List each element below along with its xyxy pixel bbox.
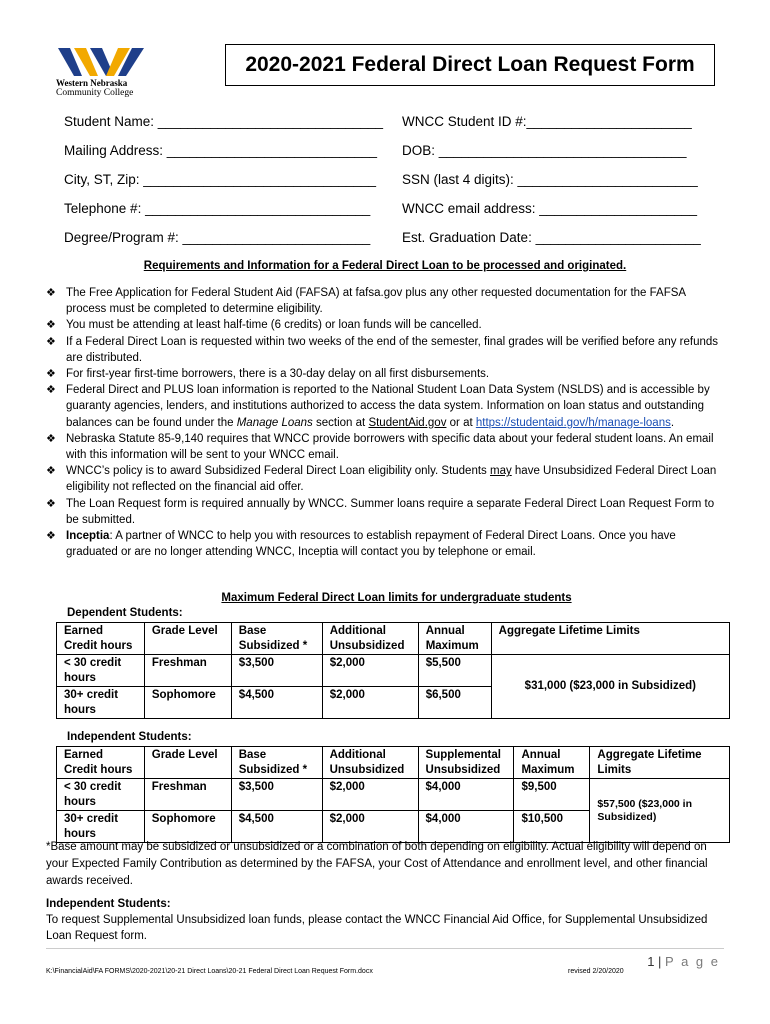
header-cell: Base Subsidized * bbox=[231, 747, 322, 779]
email-field[interactable]: WNCC email address: _____________________ bbox=[402, 201, 697, 216]
table-cell: Sophomore bbox=[144, 811, 231, 843]
degree-program-field[interactable]: Degree/Program #: _________________________ bbox=[64, 230, 371, 245]
mailing-address-field[interactable]: Mailing Address: ____________________________ bbox=[64, 143, 378, 158]
table-row bbox=[57, 655, 730, 687]
list-item: ❖ The Loan Request form is required annually by WNCC. Summer loans require a separate Federal Direct Loan Request Form to be submitted. bbox=[46, 497, 715, 526]
dependent-students-heading: Dependent Students: bbox=[67, 607, 183, 619]
table-cell: $2,000 bbox=[322, 655, 418, 687]
graduation-date-field[interactable]: Est. Graduation Date: ______________________ bbox=[402, 230, 701, 245]
header-cell: Base Subsidized * bbox=[231, 623, 322, 655]
diamond-bullet-icon: ❖ bbox=[46, 287, 56, 299]
inceptia-label: Inceptia bbox=[66, 530, 110, 543]
manage-loans-text: Manage Loans bbox=[236, 416, 313, 429]
header-cell: Additional Unsubsidized bbox=[322, 623, 418, 655]
telephone-field[interactable]: Telephone #: ______________________________ bbox=[64, 201, 371, 216]
table-cell: $6,500 bbox=[418, 687, 491, 719]
list-item: ❖ Federal Direct and PLUS loan information is reported to the National Student Loan Data System (NSLDS) and is accessible by guaranty agencies, lenders, and institutions authorized to access the data system. Information on loan status and outstanding balances can be found under the Manage Loans section at StudentAid.gov or at https://studentaid.gov/h/manage-loans. bbox=[46, 384, 710, 429]
city-state-zip-field[interactable]: City, ST, Zip: _______________________________ bbox=[64, 172, 377, 187]
table-cell: < 30 credit hours bbox=[57, 655, 145, 687]
form-title: 2020-2021 Federal Direct Loan Request Form bbox=[225, 44, 715, 86]
list-item: ❖ If a Federal Direct Loan is requested within two weeks of the end of the semester, final grades will be verified before any refunds are distributed. bbox=[46, 335, 719, 364]
loan-limits-heading: Maximum Federal Direct Loan limits for undergraduate students bbox=[221, 592, 572, 604]
student-name-field[interactable]: Student Name: ______________________________ bbox=[64, 114, 384, 129]
page-number-value: 1 bbox=[647, 954, 655, 969]
independent-students-heading: Independent Students: bbox=[67, 731, 192, 743]
table-cell: 30+ credit hours bbox=[57, 687, 145, 719]
table-cell: $2,000 bbox=[322, 779, 418, 811]
header-cell: Additional Unsubsidized bbox=[322, 747, 418, 779]
table-cell: Freshman bbox=[144, 779, 231, 811]
header-cell: Grade Level bbox=[144, 747, 231, 779]
table-row bbox=[57, 779, 730, 811]
aggregate-limit-cell: $57,500 ($23,000 in Subsidized) bbox=[590, 779, 730, 843]
header-cell: Grade Level bbox=[144, 623, 231, 655]
header-cell: Annual Maximum bbox=[514, 747, 590, 779]
header-cell: Earned Credit hours bbox=[57, 747, 145, 779]
table-cell: $10,500 bbox=[514, 811, 590, 843]
independent-limits-table bbox=[56, 746, 730, 843]
table-cell: $4,000 bbox=[418, 779, 514, 811]
logo-line-2: Community College bbox=[56, 88, 134, 98]
dob-field[interactable]: DOB: _________________________________ bbox=[402, 143, 687, 158]
table-cell: $3,500 bbox=[231, 779, 322, 811]
list-item: ❖ WNCC’s policy is to award Subsidized Federal Direct Loan eligibility only. Students may have Unsubsidized Federal Direct Loan eligibility not reflected on the financial aid offer. bbox=[46, 465, 717, 494]
base-amount-footnote: *Base amount may be subsidized or unsubsidized or a combination of both depending on eligibility. Actual eligibility will depend on your Expected Family Contribution as determined by the FAFSA, your Cost of Attendance and enrollment level, and other financial awards received. bbox=[46, 841, 708, 887]
list-item: ❖ Nebraska Statute 85-9,140 requires that WNCC provide borrowers with specific data about your federal student loans. An email with this information will be sent to your WNCC email. bbox=[46, 432, 714, 462]
table-header-row bbox=[57, 623, 730, 655]
table-cell: $2,000 bbox=[322, 811, 418, 843]
diamond-bullet-icon: ❖ bbox=[46, 384, 56, 397]
diamond-bullet-icon: ❖ bbox=[46, 497, 56, 510]
diamond-bullet-icon: ❖ bbox=[46, 432, 56, 445]
requirements-heading: Requirements and Information for a Federal Direct Loan to be processed and originated. bbox=[143, 260, 627, 272]
independent-note-text: To request Supplemental Unsubsidized loan funds, please contact the WNCC Financial Aid Office, for Supplemental Unsubsidized Loan Request form. bbox=[46, 914, 708, 942]
wncc-logo-icon bbox=[52, 42, 148, 80]
header-cell: Supplemental Unsubsidized bbox=[418, 747, 514, 779]
list-item: ❖ For first-year first-time borrowers, there is a 30-day delay on all first disbursements. bbox=[46, 366, 726, 382]
diamond-bullet-icon: ❖ bbox=[46, 319, 56, 332]
table-cell: 30+ credit hours bbox=[57, 811, 145, 843]
independent-note-heading: Independent Students: bbox=[46, 898, 171, 910]
table-cell: Freshman bbox=[144, 655, 231, 687]
list-item: ❖ The Free Application for Federal Student Aid (FAFSA) at fafsa.gov plus any other requested documentation for the FAFSA process must be completed to determine eligibility. bbox=[46, 287, 686, 316]
footer-divider bbox=[46, 948, 724, 949]
list-item: ❖ Inceptia: A partner of WNCC to help you with resources to establish repayment of Federal Direct Loans. Once you have graduated or are no longer attending WNCC, Inceptia will contact you by telephone or email. bbox=[46, 530, 676, 559]
table-cell: $3,500 bbox=[231, 655, 322, 687]
diamond-bullet-icon: ❖ bbox=[46, 368, 56, 381]
manage-loans-link[interactable]: https://studentaid.gov/h/manage-loans bbox=[475, 416, 671, 429]
table-cell: $4,500 bbox=[231, 687, 322, 719]
diamond-bullet-icon: ❖ bbox=[46, 335, 56, 348]
ssn-field[interactable]: SSN (last 4 digits): ________________________ bbox=[402, 172, 698, 187]
studentaid-site-link[interactable]: StudentAid.gov bbox=[368, 416, 447, 429]
footer-revised-date: revised 2/20/2020 bbox=[568, 968, 624, 975]
page-label: P a g e bbox=[665, 954, 720, 969]
logo-line-1: Western Nebraska bbox=[56, 78, 128, 88]
header-cell: Aggregate Lifetime Limits bbox=[491, 623, 729, 655]
page-number bbox=[647, 954, 720, 969]
requirements-list bbox=[46, 285, 726, 560]
table-cell: $2,000 bbox=[322, 687, 418, 719]
student-id-field[interactable]: WNCC Student ID #:______________________ bbox=[402, 114, 692, 129]
page-separator: | bbox=[654, 954, 666, 969]
header-cell: Earned Credit hours bbox=[57, 623, 145, 655]
footer-file-path: K:\FinancialAid\FA FORMS\2020-2021\20-21 Direct Loans\20-21 Federal Direct Loan Request Form.docx bbox=[46, 968, 373, 975]
header-cell: Annual Maximum bbox=[418, 623, 491, 655]
table-cell: $9,500 bbox=[514, 779, 590, 811]
may-emphasis: may bbox=[489, 465, 512, 478]
list-item: ❖ You must be attending at least half-time (6 credits) or loan funds will be cancelled. bbox=[46, 317, 726, 333]
table-cell: Sophomore bbox=[144, 687, 231, 719]
header-cell: Aggregate Lifetime Limits bbox=[590, 747, 730, 779]
table-cell: $5,500 bbox=[418, 655, 491, 687]
college-logo bbox=[52, 42, 152, 104]
table-header-row bbox=[57, 747, 730, 779]
dependent-limits-table bbox=[56, 622, 730, 719]
aggregate-limit-cell: $31,000 ($23,000 in Subsidized) bbox=[491, 655, 729, 719]
table-cell: $4,000 bbox=[418, 811, 514, 843]
table-cell: < 30 credit hours bbox=[57, 779, 145, 811]
diamond-bullet-icon: ❖ bbox=[46, 530, 56, 543]
diamond-bullet-icon: ❖ bbox=[46, 465, 56, 478]
table-cell: $4,500 bbox=[231, 811, 322, 843]
